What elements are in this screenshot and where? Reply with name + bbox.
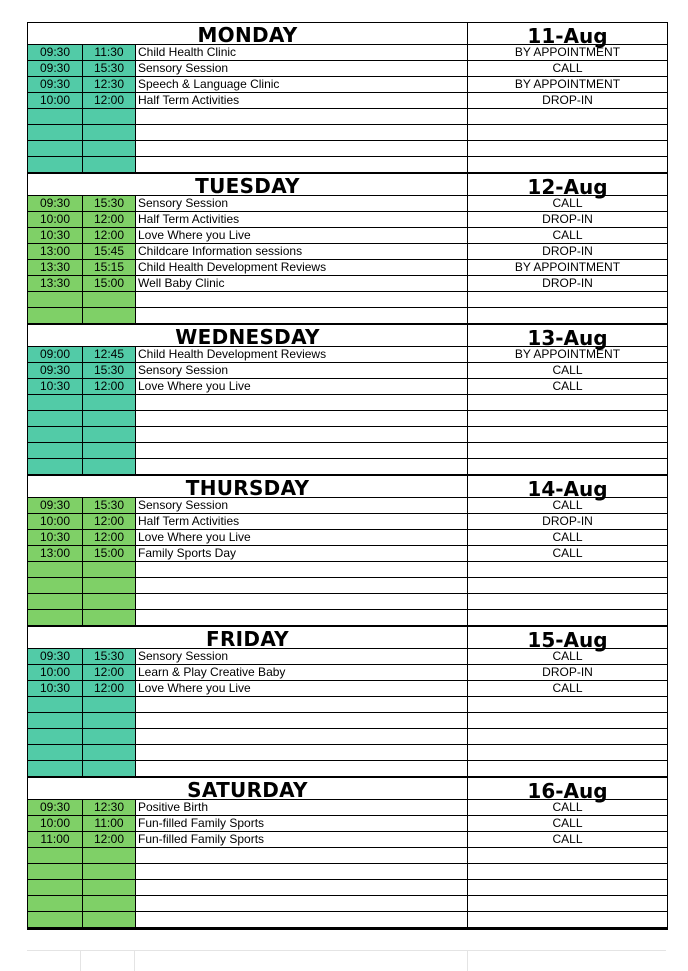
activity-cell: Love Where you Live <box>136 530 468 545</box>
booking-cell: BY APPOINTMENT <box>514 45 621 59</box>
booking-cell: CALL <box>552 196 583 210</box>
table-row <box>28 141 667 157</box>
table-row <box>28 610 667 626</box>
end-time-cell: 12:00 <box>83 530 136 545</box>
timetable <box>27 22 668 930</box>
start-time-cell <box>28 880 83 895</box>
start-time-cell: 09:30 <box>28 45 83 60</box>
table-row <box>28 562 667 578</box>
end-time-cell <box>83 427 136 442</box>
end-time-cell <box>83 864 136 879</box>
table-row <box>28 395 667 411</box>
booking-cell <box>468 848 667 863</box>
activity-cell <box>136 578 468 593</box>
activity-cell <box>136 864 468 879</box>
start-time-cell: 10:00 <box>28 93 83 108</box>
end-time-cell <box>83 459 136 474</box>
booking-cell: BY APPOINTMENT <box>514 77 621 91</box>
end-time-cell: 12:00 <box>83 212 136 227</box>
booking-cell: DROP-IN <box>542 212 593 226</box>
table-row <box>28 848 667 864</box>
booking-cell: CALL <box>552 649 583 663</box>
table-row <box>28 411 667 427</box>
activity-cell <box>136 411 468 426</box>
activity-cell: Child Health Development Reviews <box>136 260 468 275</box>
end-time-cell <box>83 912 136 927</box>
day-date: 11-Aug <box>527 24 608 48</box>
activity-cell: Love Where you Live <box>136 379 468 394</box>
table-row <box>28 459 667 475</box>
day-block-thursday <box>28 475 667 626</box>
day-header <box>28 626 667 652</box>
start-time-cell <box>28 411 83 426</box>
activity-cell <box>136 729 468 744</box>
booking-cell <box>468 141 667 156</box>
table-row <box>28 363 667 379</box>
booking-cell <box>468 697 667 712</box>
table-row <box>28 109 667 125</box>
table-row <box>28 832 667 848</box>
activity-cell: Child Health Clinic <box>136 45 468 60</box>
activity-cell <box>136 459 468 474</box>
table-row <box>28 649 667 665</box>
start-time-cell: 10:30 <box>28 228 83 243</box>
start-time-cell <box>28 761 83 776</box>
day-date: 14-Aug <box>527 477 608 501</box>
table-row <box>28 228 667 244</box>
end-time-cell: 15:30 <box>83 61 136 76</box>
day-header <box>28 22 667 48</box>
start-time-cell <box>28 729 83 744</box>
end-time-cell: 11:30 <box>83 45 136 60</box>
start-time-cell: 09:30 <box>28 61 83 76</box>
end-time-cell: 15:45 <box>83 244 136 259</box>
start-time-cell <box>28 610 83 625</box>
booking-cell: CALL <box>552 530 583 544</box>
booking-cell <box>468 594 667 609</box>
activity-cell: Learn & Play Creative Baby <box>136 665 468 680</box>
activity-cell: Family Sports Day <box>136 546 468 561</box>
table-row <box>28 697 667 713</box>
start-time-cell <box>28 427 83 442</box>
activity-cell: Well Baby Clinic <box>136 276 468 291</box>
activity-cell: Childcare Information sessions <box>136 244 468 259</box>
activity-cell: Half Term Activities <box>136 514 468 529</box>
booking-cell <box>468 578 667 593</box>
table-row <box>28 681 667 697</box>
start-time-cell <box>28 109 83 124</box>
end-time-cell <box>83 308 136 323</box>
booking-cell: CALL <box>552 816 583 830</box>
day-date: 15-Aug <box>527 628 608 652</box>
end-time-cell <box>83 745 136 760</box>
day-header <box>28 777 667 803</box>
activity-cell <box>136 292 468 307</box>
booking-cell: DROP-IN <box>542 244 593 258</box>
activity-cell <box>136 443 468 458</box>
activity-cell: Speech & Language Clinic <box>136 77 468 92</box>
start-time-cell <box>28 594 83 609</box>
activity-cell <box>136 395 468 410</box>
booking-cell <box>468 109 667 124</box>
table-row <box>28 443 667 459</box>
activity-cell <box>136 141 468 156</box>
activity-cell <box>136 594 468 609</box>
booking-cell: CALL <box>552 832 583 846</box>
day-block-friday <box>28 626 667 777</box>
activity-cell: Sensory Session <box>136 498 468 513</box>
day-block-saturday <box>28 777 667 928</box>
table-row <box>28 514 667 530</box>
day-header <box>28 173 667 199</box>
activity-cell <box>136 610 468 625</box>
start-time-cell: 09:30 <box>28 800 83 815</box>
activity-cell <box>136 896 468 911</box>
activity-cell: Fun-filled Family Sports <box>136 832 468 847</box>
start-time-cell: 11:00 <box>28 832 83 847</box>
booking-cell <box>468 427 667 442</box>
start-time-cell: 10:00 <box>28 514 83 529</box>
start-time-cell <box>28 459 83 474</box>
activity-cell: Half Term Activities <box>136 93 468 108</box>
start-time-cell: 10:30 <box>28 379 83 394</box>
booking-cell: BY APPOINTMENT <box>514 260 621 274</box>
day-block-tuesday <box>28 173 667 324</box>
booking-cell: DROP-IN <box>542 93 593 107</box>
start-time-cell: 13:30 <box>28 276 83 291</box>
start-time-cell: 09:30 <box>28 363 83 378</box>
end-time-cell: 12:00 <box>83 665 136 680</box>
table-row <box>28 546 667 562</box>
booking-cell: CALL <box>552 498 583 512</box>
table-row <box>28 347 667 363</box>
booking-cell: CALL <box>552 681 583 695</box>
end-time-cell: 11:00 <box>83 816 136 831</box>
start-time-cell <box>28 157 83 172</box>
day-block-wednesday <box>28 324 667 475</box>
activity-cell: Child Health Development Reviews <box>136 347 468 362</box>
start-time-cell <box>28 292 83 307</box>
table-row <box>28 212 667 228</box>
end-time-cell: 15:00 <box>83 546 136 561</box>
end-time-cell <box>83 141 136 156</box>
end-time-cell <box>83 562 136 577</box>
table-row <box>28 816 667 832</box>
table-row <box>28 578 667 594</box>
day-name: FRIDAY <box>28 627 468 648</box>
table-row <box>28 276 667 292</box>
table-row <box>28 729 667 745</box>
activity-cell <box>136 761 468 776</box>
table-row <box>28 800 667 816</box>
table-row <box>28 713 667 729</box>
activity-cell <box>136 713 468 728</box>
booking-cell <box>468 729 667 744</box>
activity-cell <box>136 157 468 172</box>
activity-cell <box>136 427 468 442</box>
end-time-cell: 15:30 <box>83 196 136 211</box>
end-time-cell: 15:30 <box>83 498 136 513</box>
booking-cell: BY APPOINTMENT <box>514 347 621 361</box>
activity-cell <box>136 125 468 140</box>
end-time-cell <box>83 157 136 172</box>
activity-cell <box>136 848 468 863</box>
start-time-cell: 10:30 <box>28 530 83 545</box>
start-time-cell: 10:00 <box>28 665 83 680</box>
end-time-cell <box>83 880 136 895</box>
activity-cell: Love Where you Live <box>136 681 468 696</box>
booking-cell <box>468 459 667 474</box>
booking-cell: DROP-IN <box>542 514 593 528</box>
start-time-cell <box>28 395 83 410</box>
end-time-cell <box>83 697 136 712</box>
activity-cell: Sensory Session <box>136 649 468 664</box>
activity-cell <box>136 308 468 323</box>
end-time-cell <box>83 594 136 609</box>
activity-cell: Sensory Session <box>136 196 468 211</box>
end-time-cell: 12:45 <box>83 347 136 362</box>
start-time-cell <box>28 562 83 577</box>
day-date: 13-Aug <box>527 326 608 350</box>
table-row <box>28 196 667 212</box>
table-row <box>28 912 667 928</box>
end-time-cell <box>83 292 136 307</box>
activity-cell: Half Term Activities <box>136 212 468 227</box>
activity-cell: Positive Birth <box>136 800 468 815</box>
start-time-cell <box>28 864 83 879</box>
table-row <box>28 45 667 61</box>
activity-cell <box>136 109 468 124</box>
day-header <box>28 324 667 350</box>
table-row <box>28 896 667 912</box>
table-row <box>28 292 667 308</box>
booking-cell: DROP-IN <box>542 665 593 679</box>
table-row <box>28 260 667 276</box>
booking-cell <box>468 610 667 625</box>
start-time-cell <box>28 848 83 863</box>
table-row <box>28 880 667 896</box>
table-row <box>28 244 667 260</box>
start-time-cell: 10:00 <box>28 212 83 227</box>
start-time-cell: 13:30 <box>28 260 83 275</box>
end-time-cell <box>83 729 136 744</box>
end-time-cell: 15:00 <box>83 276 136 291</box>
start-time-cell: 09:00 <box>28 347 83 362</box>
end-time-cell <box>83 578 136 593</box>
day-name: TUESDAY <box>28 174 468 195</box>
end-time-cell: 12:00 <box>83 681 136 696</box>
start-time-cell <box>28 125 83 140</box>
table-row <box>28 379 667 395</box>
end-time-cell <box>83 610 136 625</box>
day-block-monday <box>28 22 667 173</box>
end-time-cell <box>83 395 136 410</box>
end-time-cell <box>83 848 136 863</box>
activity-cell: Sensory Session <box>136 363 468 378</box>
start-time-cell <box>28 713 83 728</box>
table-row <box>28 157 667 173</box>
empty-next-page-grid <box>27 950 666 971</box>
day-header <box>28 475 667 501</box>
end-time-cell: 12:00 <box>83 379 136 394</box>
activity-cell: Sensory Session <box>136 61 468 76</box>
start-time-cell: 09:30 <box>28 498 83 513</box>
activity-cell <box>136 562 468 577</box>
table-row <box>28 427 667 443</box>
start-time-cell <box>28 308 83 323</box>
table-row <box>28 864 667 880</box>
start-time-cell <box>28 896 83 911</box>
activity-cell <box>136 880 468 895</box>
activity-cell: Fun-filled Family Sports <box>136 816 468 831</box>
table-row <box>28 308 667 324</box>
end-time-cell: 12:00 <box>83 832 136 847</box>
table-row <box>28 93 667 109</box>
booking-cell <box>468 864 667 879</box>
activity-cell <box>136 745 468 760</box>
start-time-cell <box>28 697 83 712</box>
end-time-cell <box>83 411 136 426</box>
booking-cell: CALL <box>552 546 583 560</box>
booking-cell <box>468 562 667 577</box>
booking-cell <box>468 292 667 307</box>
table-row <box>28 77 667 93</box>
end-time-cell <box>83 125 136 140</box>
end-time-cell: 15:30 <box>83 649 136 664</box>
end-time-cell <box>83 443 136 458</box>
table-row <box>28 594 667 610</box>
table-row <box>28 61 667 77</box>
booking-cell: CALL <box>552 379 583 393</box>
end-time-cell: 12:00 <box>83 228 136 243</box>
end-time-cell: 12:00 <box>83 514 136 529</box>
booking-cell <box>468 896 667 911</box>
end-time-cell: 12:00 <box>83 93 136 108</box>
start-time-cell: 13:00 <box>28 244 83 259</box>
end-time-cell: 12:30 <box>83 800 136 815</box>
table-row <box>28 125 667 141</box>
start-time-cell: 09:30 <box>28 77 83 92</box>
booking-cell <box>468 761 667 776</box>
start-time-cell <box>28 443 83 458</box>
booking-cell <box>468 713 667 728</box>
activity-cell <box>136 697 468 712</box>
start-time-cell <box>28 745 83 760</box>
activity-cell <box>136 912 468 927</box>
booking-cell <box>468 395 667 410</box>
day-name: SATURDAY <box>28 778 468 799</box>
booking-cell <box>468 308 667 323</box>
booking-cell <box>468 125 667 140</box>
booking-cell: CALL <box>552 800 583 814</box>
end-time-cell <box>83 761 136 776</box>
booking-cell <box>468 443 667 458</box>
activity-cell: Love Where you Live <box>136 228 468 243</box>
booking-cell <box>468 745 667 760</box>
day-date: 16-Aug <box>527 779 608 803</box>
start-time-cell <box>28 912 83 927</box>
end-time-cell <box>83 896 136 911</box>
table-row <box>28 665 667 681</box>
start-time-cell: 10:30 <box>28 681 83 696</box>
start-time-cell <box>28 141 83 156</box>
booking-cell <box>468 880 667 895</box>
booking-cell <box>468 157 667 172</box>
booking-cell <box>468 912 667 927</box>
start-time-cell: 09:30 <box>28 196 83 211</box>
end-time-cell <box>83 109 136 124</box>
start-time-cell: 09:30 <box>28 649 83 664</box>
table-row <box>28 530 667 546</box>
start-time-cell: 10:00 <box>28 816 83 831</box>
table-row <box>28 761 667 777</box>
booking-cell: DROP-IN <box>542 276 593 290</box>
end-time-cell: 12:30 <box>83 77 136 92</box>
booking-cell <box>468 411 667 426</box>
day-name: WEDNESDAY <box>28 325 468 346</box>
end-time-cell <box>83 713 136 728</box>
booking-cell: CALL <box>552 363 583 377</box>
day-name: MONDAY <box>28 23 468 44</box>
end-time-cell: 15:30 <box>83 363 136 378</box>
table-row <box>28 745 667 761</box>
start-time-cell <box>28 578 83 593</box>
start-time-cell: 13:00 <box>28 546 83 561</box>
booking-cell: CALL <box>552 228 583 242</box>
booking-cell: CALL <box>552 61 583 75</box>
end-time-cell: 15:15 <box>83 260 136 275</box>
table-row <box>28 498 667 514</box>
day-name: THURSDAY <box>28 476 468 497</box>
day-date: 12-Aug <box>527 175 608 199</box>
